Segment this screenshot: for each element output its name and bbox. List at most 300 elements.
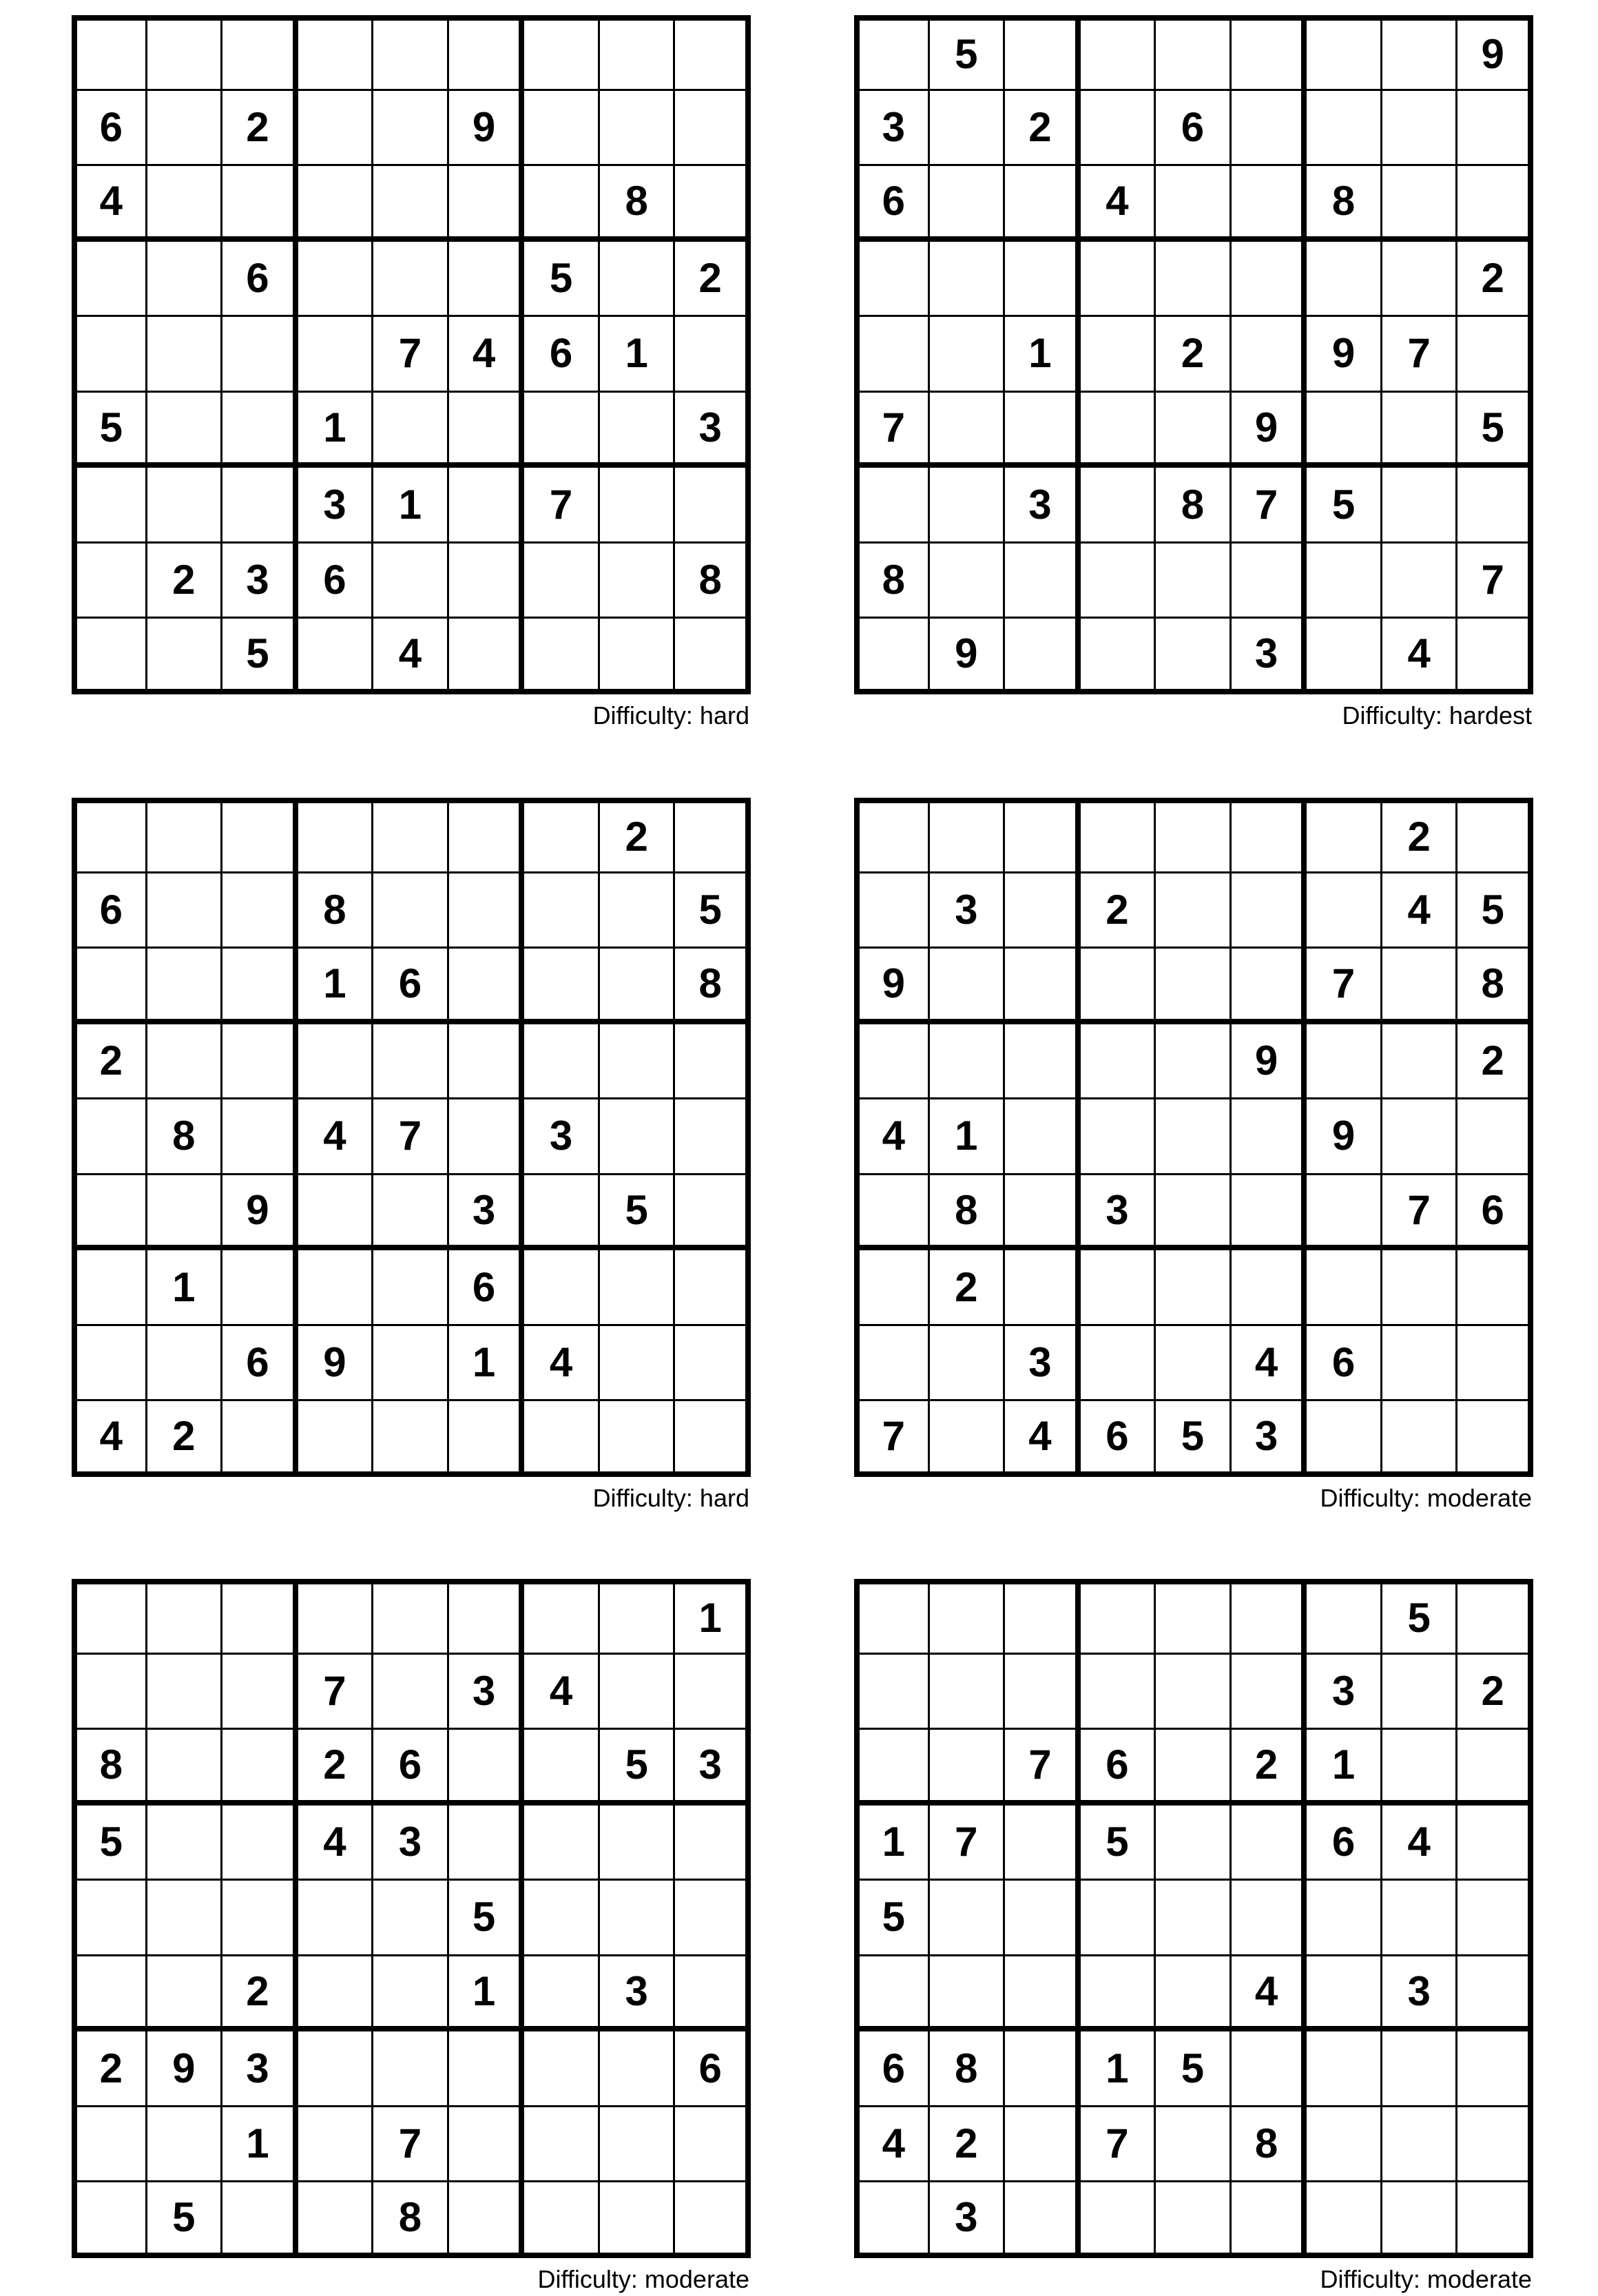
sudoku-cell[interactable] (1307, 1579, 1382, 1655)
sudoku-cell[interactable]: 3 (449, 1175, 525, 1251)
sudoku-cell[interactable]: 6 (1081, 1401, 1156, 1477)
sudoku-cell[interactable] (854, 242, 930, 318)
sudoku-cell[interactable]: 5 (449, 1881, 525, 1956)
sudoku-cell[interactable] (222, 1655, 298, 1730)
sudoku-cell[interactable] (854, 1956, 930, 2032)
sudoku-cell[interactable] (373, 1579, 449, 1655)
sudoku-cell[interactable] (1457, 1806, 1533, 1881)
sudoku-cell[interactable] (449, 2182, 525, 2258)
sudoku-cell[interactable] (1232, 873, 1307, 949)
sudoku-cell[interactable] (373, 1024, 449, 1100)
sudoku-cell[interactable] (1081, 1326, 1156, 1402)
sudoku-cell[interactable] (72, 2107, 147, 2183)
sudoku-cell[interactable] (1382, 949, 1458, 1024)
sudoku-cell[interactable] (449, 468, 525, 544)
sudoku-cell[interactable] (222, 2182, 298, 2258)
sudoku-cell[interactable]: 5 (1081, 1806, 1156, 1881)
sudoku-cell[interactable] (930, 1655, 1006, 1730)
sudoku-cell[interactable]: 1 (675, 1579, 751, 1655)
sudoku-cell[interactable] (1156, 242, 1232, 318)
sudoku-cell[interactable] (298, 1956, 374, 2032)
sudoku-cell[interactable] (72, 544, 147, 619)
sudoku-cell[interactable] (222, 1881, 298, 1956)
sudoku-cell[interactable] (1005, 798, 1081, 873)
sudoku-cell[interactable] (675, 2182, 751, 2258)
sudoku-cell[interactable]: 2 (1457, 242, 1533, 318)
sudoku-cell[interactable] (930, 317, 1006, 393)
sudoku-cell[interactable] (524, 1024, 600, 1100)
sudoku-cell[interactable]: 8 (298, 873, 374, 949)
sudoku-cell[interactable] (1156, 949, 1232, 1024)
sudoku-cell[interactable] (1005, 242, 1081, 318)
sudoku-cell[interactable] (1005, 1099, 1081, 1175)
sudoku-cell[interactable]: 1 (449, 1956, 525, 2032)
sudoku-cell[interactable] (1081, 1881, 1156, 1956)
sudoku-cell[interactable] (524, 2107, 600, 2183)
sudoku-cell[interactable] (72, 1579, 147, 1655)
sudoku-cell[interactable] (298, 2031, 374, 2107)
sudoku-cell[interactable]: 1 (373, 468, 449, 544)
sudoku-cell[interactable]: 6 (675, 2031, 751, 2107)
sudoku-cell[interactable] (600, 15, 676, 91)
sudoku-cell[interactable] (147, 317, 223, 393)
sudoku-cell[interactable] (298, 798, 374, 873)
sudoku-cell[interactable]: 4 (72, 166, 147, 242)
sudoku-cell[interactable]: 6 (1457, 1175, 1533, 1251)
sudoku-cell[interactable] (524, 1175, 600, 1251)
sudoku-cell[interactable]: 3 (298, 468, 374, 544)
sudoku-cell[interactable]: 3 (600, 1956, 676, 2032)
sudoku-cell[interactable] (373, 1881, 449, 1956)
sudoku-cell[interactable] (1232, 2031, 1307, 2107)
sudoku-cell[interactable] (1005, 393, 1081, 468)
sudoku-cell[interactable] (1232, 544, 1307, 619)
sudoku-cell[interactable] (1156, 1881, 1232, 1956)
sudoku-cell[interactable] (675, 1806, 751, 1881)
sudoku-cell[interactable]: 5 (72, 1806, 147, 1881)
sudoku-cell[interactable]: 8 (675, 949, 751, 1024)
sudoku-cell[interactable] (147, 91, 223, 167)
sudoku-cell[interactable] (524, 873, 600, 949)
sudoku-cell[interactable] (600, 2031, 676, 2107)
sudoku-cell[interactable] (524, 619, 600, 694)
sudoku-cell[interactable] (222, 1806, 298, 1881)
sudoku-cell[interactable] (449, 1099, 525, 1175)
sudoku-cell[interactable]: 6 (72, 91, 147, 167)
sudoku-cell[interactable] (524, 1806, 600, 1881)
sudoku-cell[interactable]: 2 (1005, 91, 1081, 167)
sudoku-cell[interactable] (1081, 1024, 1156, 1100)
sudoku-cell[interactable]: 3 (1005, 1326, 1081, 1402)
sudoku-cell[interactable] (1457, 1956, 1533, 2032)
sudoku-cell[interactable] (1307, 1401, 1382, 1477)
sudoku-cell[interactable]: 9 (1232, 1024, 1307, 1100)
sudoku-cell[interactable] (1156, 1579, 1232, 1655)
sudoku-cell[interactable]: 5 (1156, 2031, 1232, 2107)
sudoku-cell[interactable] (449, 1401, 525, 1477)
sudoku-cell[interactable]: 8 (1156, 468, 1232, 544)
sudoku-cell[interactable] (524, 949, 600, 1024)
sudoku-cell[interactable] (930, 1326, 1006, 1402)
sudoku-cell[interactable] (1156, 798, 1232, 873)
sudoku-cell[interactable]: 7 (1382, 1175, 1458, 1251)
sudoku-cell[interactable]: 3 (675, 1730, 751, 1806)
sudoku-cell[interactable] (1005, 619, 1081, 694)
sudoku-cell[interactable] (1156, 1175, 1232, 1251)
sudoku-cell[interactable] (373, 166, 449, 242)
sudoku-cell[interactable] (222, 1401, 298, 1477)
sudoku-cell[interactable]: 3 (524, 1099, 600, 1175)
sudoku-cell[interactable] (1156, 1730, 1232, 1806)
sudoku-cell[interactable] (1382, 1401, 1458, 1477)
sudoku-cell[interactable] (1005, 2107, 1081, 2183)
sudoku-cell[interactable] (1156, 2107, 1232, 2183)
sudoku-cell[interactable] (449, 1024, 525, 1100)
sudoku-cell[interactable] (930, 544, 1006, 619)
sudoku-cell[interactable]: 4 (298, 1099, 374, 1175)
sudoku-cell[interactable] (1457, 2182, 1533, 2258)
sudoku-cell[interactable] (524, 544, 600, 619)
sudoku-cell[interactable]: 7 (854, 393, 930, 468)
sudoku-cell[interactable]: 6 (449, 1250, 525, 1326)
sudoku-cell[interactable] (675, 317, 751, 393)
sudoku-cell[interactable] (373, 393, 449, 468)
sudoku-cell[interactable] (1081, 15, 1156, 91)
sudoku-cell[interactable] (1005, 15, 1081, 91)
sudoku-cell[interactable]: 5 (1156, 1401, 1232, 1477)
sudoku-cell[interactable] (373, 1956, 449, 2032)
sudoku-cell[interactable]: 4 (1081, 166, 1156, 242)
sudoku-cell[interactable]: 7 (373, 1099, 449, 1175)
sudoku-cell[interactable] (222, 317, 298, 393)
sudoku-cell[interactable]: 8 (373, 2182, 449, 2258)
sudoku-cell[interactable] (675, 1024, 751, 1100)
sudoku-cell[interactable] (600, 1250, 676, 1326)
sudoku-cell[interactable] (1156, 393, 1232, 468)
sudoku-cell[interactable]: 6 (298, 544, 374, 619)
sudoku-cell[interactable]: 5 (600, 1175, 676, 1251)
sudoku-cell[interactable] (1382, 468, 1458, 544)
sudoku-cell[interactable] (147, 798, 223, 873)
sudoku-cell[interactable] (1457, 1099, 1533, 1175)
sudoku-cell[interactable] (1307, 619, 1382, 694)
sudoku-cell[interactable] (147, 1326, 223, 1402)
sudoku-cell[interactable] (147, 1655, 223, 1730)
sudoku-cell[interactable]: 5 (930, 15, 1006, 91)
sudoku-cell[interactable] (524, 91, 600, 167)
sudoku-cell[interactable] (147, 2107, 223, 2183)
sudoku-cell[interactable] (1005, 949, 1081, 1024)
sudoku-cell[interactable] (1307, 1175, 1382, 1251)
sudoku-cell[interactable] (1005, 1175, 1081, 1251)
sudoku-cell[interactable] (1307, 798, 1382, 873)
sudoku-cell[interactable] (854, 1655, 930, 1730)
sudoku-cell[interactable] (1457, 1881, 1533, 1956)
sudoku-cell[interactable] (675, 1881, 751, 1956)
sudoku-cell[interactable]: 3 (675, 393, 751, 468)
sudoku-cell[interactable] (854, 1579, 930, 1655)
sudoku-cell[interactable] (1307, 91, 1382, 167)
sudoku-cell[interactable]: 2 (600, 798, 676, 873)
sudoku-cell[interactable] (1081, 2182, 1156, 2258)
sudoku-cell[interactable] (1232, 91, 1307, 167)
sudoku-cell[interactable]: 3 (222, 544, 298, 619)
sudoku-cell[interactable] (222, 1730, 298, 1806)
sudoku-cell[interactable] (1081, 1956, 1156, 2032)
sudoku-cell[interactable] (1081, 619, 1156, 694)
sudoku-cell[interactable]: 1 (930, 1099, 1006, 1175)
sudoku-cell[interactable] (1232, 317, 1307, 393)
sudoku-cell[interactable] (1457, 468, 1533, 544)
sudoku-cell[interactable]: 7 (298, 1655, 374, 1730)
sudoku-cell[interactable] (1382, 2031, 1458, 2107)
sudoku-cell[interactable] (1307, 2107, 1382, 2183)
sudoku-cell[interactable] (675, 91, 751, 167)
sudoku-cell[interactable] (675, 1175, 751, 1251)
sudoku-cell[interactable]: 3 (1307, 1655, 1382, 1730)
sudoku-cell[interactable] (1457, 166, 1533, 242)
sudoku-cell[interactable] (373, 1326, 449, 1402)
sudoku-cell[interactable] (675, 798, 751, 873)
sudoku-cell[interactable]: 3 (1232, 619, 1307, 694)
sudoku-cell[interactable]: 3 (1081, 1175, 1156, 1251)
sudoku-cell[interactable]: 7 (1307, 949, 1382, 1024)
sudoku-cell[interactable] (854, 1175, 930, 1251)
sudoku-cell[interactable]: 4 (524, 1326, 600, 1402)
sudoku-cell[interactable] (1307, 1250, 1382, 1326)
sudoku-cell[interactable] (222, 1579, 298, 1655)
sudoku-cell[interactable] (1232, 2182, 1307, 2258)
sudoku-cell[interactable] (1382, 544, 1458, 619)
sudoku-cell[interactable] (147, 15, 223, 91)
sudoku-cell[interactable] (1382, 15, 1458, 91)
sudoku-cell[interactable] (147, 166, 223, 242)
sudoku-cell[interactable]: 1 (1005, 317, 1081, 393)
sudoku-cell[interactable] (449, 949, 525, 1024)
sudoku-cell[interactable] (675, 1326, 751, 1402)
sudoku-cell[interactable] (1307, 2031, 1382, 2107)
sudoku-cell[interactable] (1307, 544, 1382, 619)
sudoku-cell[interactable] (298, 1250, 374, 1326)
sudoku-cell[interactable] (298, 317, 374, 393)
sudoku-cell[interactable] (1156, 15, 1232, 91)
sudoku-cell[interactable] (298, 242, 374, 318)
sudoku-cell[interactable]: 2 (72, 1024, 147, 1100)
sudoku-cell[interactable]: 3 (930, 873, 1006, 949)
sudoku-cell[interactable] (1307, 2182, 1382, 2258)
sudoku-cell[interactable] (72, 1250, 147, 1326)
sudoku-cell[interactable]: 5 (1457, 873, 1533, 949)
sudoku-cell[interactable]: 9 (1232, 393, 1307, 468)
sudoku-cell[interactable]: 7 (373, 2107, 449, 2183)
sudoku-cell[interactable] (449, 1579, 525, 1655)
sudoku-cell[interactable] (675, 1250, 751, 1326)
sudoku-cell[interactable] (524, 2182, 600, 2258)
sudoku-cell[interactable] (1005, 873, 1081, 949)
sudoku-cell[interactable] (1156, 2182, 1232, 2258)
sudoku-cell[interactable] (1005, 544, 1081, 619)
sudoku-cell[interactable] (1382, 1655, 1458, 1730)
sudoku-cell[interactable]: 9 (1307, 1099, 1382, 1175)
sudoku-cell[interactable] (1005, 2031, 1081, 2107)
sudoku-cell[interactable]: 4 (524, 1655, 600, 1730)
sudoku-cell[interactable] (373, 798, 449, 873)
sudoku-cell[interactable] (72, 2182, 147, 2258)
sudoku-cell[interactable]: 3 (854, 91, 930, 167)
sudoku-cell[interactable] (222, 1099, 298, 1175)
sudoku-cell[interactable] (600, 2182, 676, 2258)
sudoku-cell[interactable]: 8 (1457, 949, 1533, 1024)
sudoku-cell[interactable] (298, 1579, 374, 1655)
sudoku-cell[interactable] (1307, 393, 1382, 468)
sudoku-cell[interactable] (1232, 1175, 1307, 1251)
sudoku-cell[interactable] (1382, 393, 1458, 468)
sudoku-cell[interactable] (1382, 1881, 1458, 1956)
sudoku-cell[interactable] (222, 1250, 298, 1326)
sudoku-cell[interactable] (1081, 949, 1156, 1024)
sudoku-cell[interactable]: 4 (1382, 619, 1458, 694)
sudoku-cell[interactable] (1457, 798, 1533, 873)
sudoku-cell[interactable] (222, 873, 298, 949)
sudoku-cell[interactable] (930, 949, 1006, 1024)
sudoku-cell[interactable] (147, 1956, 223, 2032)
sudoku-cell[interactable] (600, 1401, 676, 1477)
sudoku-cell[interactable] (854, 873, 930, 949)
sudoku-cell[interactable] (600, 544, 676, 619)
sudoku-cell[interactable]: 3 (222, 2031, 298, 2107)
sudoku-cell[interactable]: 1 (449, 1326, 525, 1402)
sudoku-cell[interactable] (854, 468, 930, 544)
sudoku-cell[interactable]: 4 (1005, 1401, 1081, 1477)
sudoku-cell[interactable] (524, 1730, 600, 1806)
sudoku-cell[interactable] (72, 468, 147, 544)
sudoku-cell[interactable] (449, 15, 525, 91)
sudoku-cell[interactable] (1382, 166, 1458, 242)
sudoku-cell[interactable] (1081, 242, 1156, 318)
sudoku-cell[interactable]: 6 (222, 1326, 298, 1402)
sudoku-cell[interactable] (147, 393, 223, 468)
sudoku-cell[interactable] (1232, 166, 1307, 242)
sudoku-cell[interactable]: 4 (1232, 1956, 1307, 2032)
sudoku-cell[interactable] (854, 1250, 930, 1326)
sudoku-cell[interactable] (449, 242, 525, 318)
sudoku-cell[interactable] (298, 1401, 374, 1477)
sudoku-cell[interactable] (449, 619, 525, 694)
sudoku-cell[interactable]: 6 (1307, 1326, 1382, 1402)
sudoku-cell[interactable] (1457, 1250, 1533, 1326)
sudoku-cell[interactable]: 8 (147, 1099, 223, 1175)
sudoku-cell[interactable]: 4 (854, 2107, 930, 2183)
sudoku-cell[interactable] (1457, 1730, 1533, 1806)
sudoku-cell[interactable]: 2 (1457, 1024, 1533, 1100)
sudoku-cell[interactable] (854, 619, 930, 694)
sudoku-cell[interactable] (675, 1956, 751, 2032)
sudoku-cell[interactable] (854, 15, 930, 91)
sudoku-cell[interactable]: 2 (1457, 1655, 1533, 1730)
sudoku-cell[interactable] (1232, 1250, 1307, 1326)
sudoku-cell[interactable] (1232, 15, 1307, 91)
sudoku-cell[interactable] (1382, 1730, 1458, 1806)
sudoku-cell[interactable] (298, 2107, 374, 2183)
sudoku-cell[interactable] (1156, 1250, 1232, 1326)
sudoku-cell[interactable]: 2 (222, 1956, 298, 2032)
sudoku-cell[interactable] (854, 1024, 930, 1100)
sudoku-cell[interactable]: 7 (1081, 2107, 1156, 2183)
sudoku-cell[interactable]: 6 (854, 166, 930, 242)
sudoku-cell[interactable]: 9 (854, 949, 930, 1024)
sudoku-cell[interactable]: 8 (930, 2031, 1006, 2107)
sudoku-cell[interactable]: 8 (1232, 2107, 1307, 2183)
sudoku-cell[interactable] (930, 393, 1006, 468)
sudoku-cell[interactable]: 2 (1382, 798, 1458, 873)
sudoku-cell[interactable] (600, 1881, 676, 1956)
sudoku-cell[interactable] (72, 317, 147, 393)
sudoku-cell[interactable] (373, 1175, 449, 1251)
sudoku-cell[interactable] (1457, 1326, 1533, 1402)
sudoku-cell[interactable]: 3 (1382, 1956, 1458, 2032)
sudoku-cell[interactable] (930, 166, 1006, 242)
sudoku-cell[interactable]: 8 (72, 1730, 147, 1806)
sudoku-cell[interactable]: 7 (1005, 1730, 1081, 1806)
sudoku-cell[interactable] (147, 873, 223, 949)
sudoku-cell[interactable] (600, 1024, 676, 1100)
sudoku-cell[interactable] (600, 1326, 676, 1402)
sudoku-cell[interactable] (1457, 1401, 1533, 1477)
sudoku-cell[interactable] (1232, 949, 1307, 1024)
sudoku-cell[interactable]: 2 (1156, 317, 1232, 393)
sudoku-cell[interactable]: 7 (373, 317, 449, 393)
sudoku-cell[interactable]: 2 (1081, 873, 1156, 949)
sudoku-cell[interactable] (72, 949, 147, 1024)
sudoku-cell[interactable] (72, 619, 147, 694)
sudoku-cell[interactable] (222, 468, 298, 544)
sudoku-cell[interactable] (449, 2107, 525, 2183)
sudoku-cell[interactable]: 7 (524, 468, 600, 544)
sudoku-cell[interactable] (147, 1024, 223, 1100)
sudoku-cell[interactable]: 3 (1232, 1401, 1307, 1477)
sudoku-cell[interactable] (298, 1024, 374, 1100)
sudoku-cell[interactable]: 9 (1457, 15, 1533, 91)
sudoku-cell[interactable] (1156, 544, 1232, 619)
sudoku-cell[interactable]: 2 (298, 1730, 374, 1806)
sudoku-cell[interactable]: 7 (1457, 544, 1533, 619)
sudoku-cell[interactable]: 3 (373, 1806, 449, 1881)
sudoku-cell[interactable]: 4 (298, 1806, 374, 1881)
sudoku-cell[interactable]: 1 (600, 317, 676, 393)
sudoku-cell[interactable] (1457, 91, 1533, 167)
sudoku-cell[interactable] (600, 949, 676, 1024)
sudoku-cell[interactable] (1081, 1250, 1156, 1326)
sudoku-cell[interactable] (1307, 873, 1382, 949)
sudoku-cell[interactable] (1232, 798, 1307, 873)
sudoku-cell[interactable] (600, 1099, 676, 1175)
sudoku-cell[interactable] (675, 468, 751, 544)
sudoku-cell[interactable]: 4 (1382, 1806, 1458, 1881)
sudoku-cell[interactable] (675, 15, 751, 91)
sudoku-cell[interactable] (1005, 1881, 1081, 1956)
sudoku-cell[interactable] (449, 166, 525, 242)
sudoku-cell[interactable] (298, 166, 374, 242)
sudoku-cell[interactable] (600, 468, 676, 544)
sudoku-cell[interactable] (1232, 1806, 1307, 1881)
sudoku-cell[interactable] (222, 798, 298, 873)
sudoku-cell[interactable]: 9 (449, 91, 525, 167)
sudoku-cell[interactable] (1457, 2031, 1533, 2107)
sudoku-cell[interactable] (1232, 1881, 1307, 1956)
sudoku-cell[interactable]: 4 (72, 1401, 147, 1477)
sudoku-cell[interactable] (72, 1099, 147, 1175)
sudoku-cell[interactable] (1457, 317, 1533, 393)
